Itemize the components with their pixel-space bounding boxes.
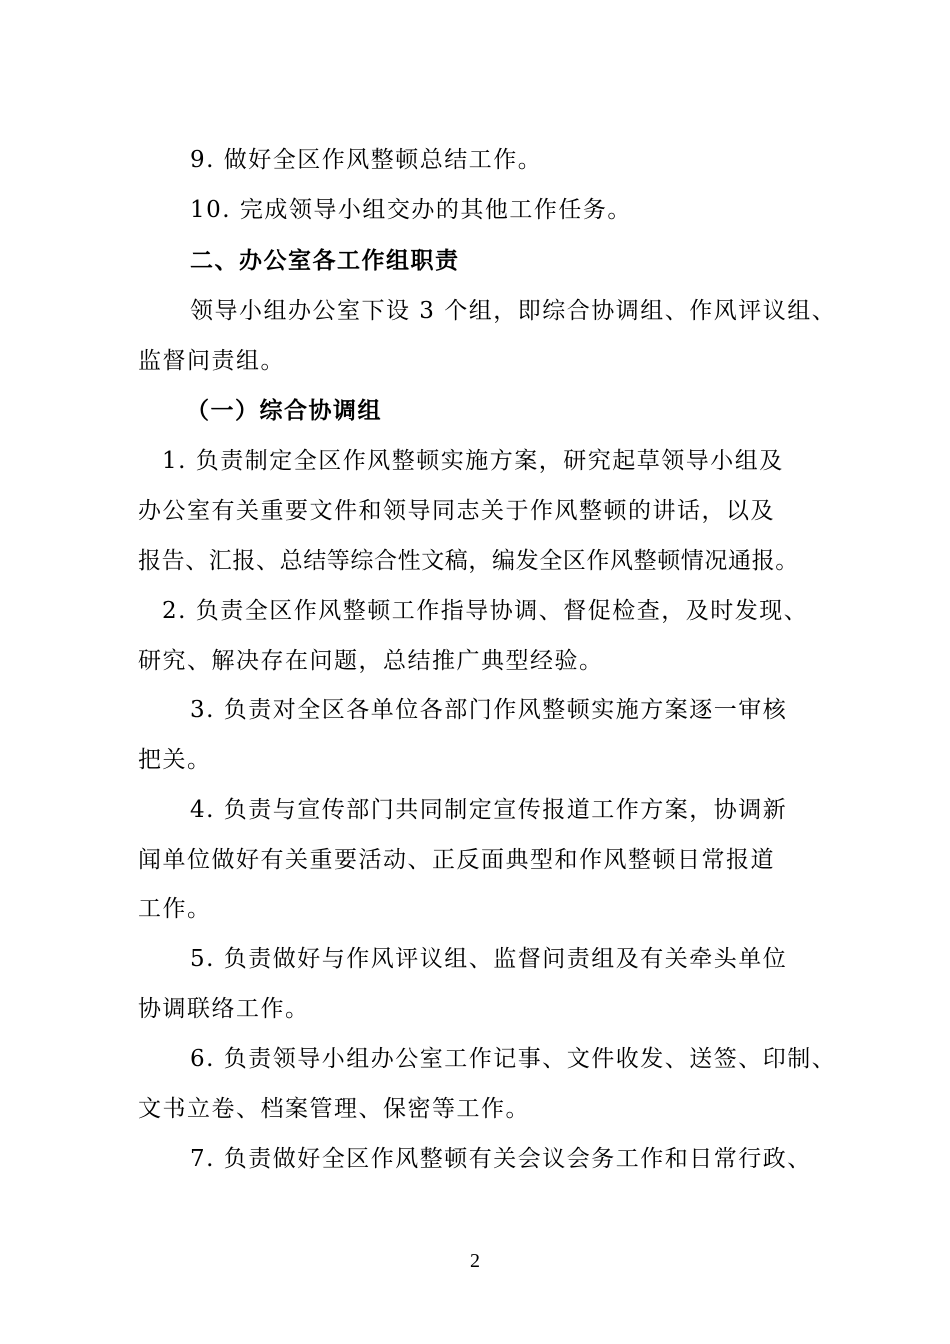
paragraph-line: 协调联络工作。 [138,996,310,1022]
item-2: 2. 负责全区作风整顿工作指导协调、督促检查，及时发现、 [162,598,809,624]
paragraph-line: 工作。 [138,896,212,922]
item-9: 9. 做好全区作风整顿总结工作。 [190,147,543,173]
item-7: 7. 负责做好全区作风整顿有关会议会务工作和日常行政、 [190,1146,812,1172]
subsection-heading: （一）综合协调组 [186,398,382,424]
item-3: 3. 负责对全区各单位各部门作风整顿实施方案逐一审核 [190,697,788,723]
paragraph-line: 领导小组办公室下设 3 个组，即综合协调组、作风评议组、 [190,298,837,324]
paragraph-line: 闻单位做好有关重要活动、正反面典型和作风整顿日常报道 [138,847,775,873]
paragraph-line: 文书立卷、档案管理、保密等工作。 [138,1096,530,1122]
paragraph-line: 把关。 [138,747,212,773]
paragraph-line: 办公室有关重要文件和领导同志关于作风整顿的讲话，以及 [138,498,775,524]
section-heading: 二、办公室各工作组职责 [190,248,460,274]
page-number: 2 [470,1250,480,1272]
item-5: 5. 负责做好与作风评议组、监督问责组及有关牵头单位 [190,946,788,972]
paragraph-line: 报告、汇报、总结等综合性文稿，编发全区作风整顿情况通报。 [138,548,799,574]
item-1: 1. 负责制定全区作风整顿实施方案，研究起草领导小组及 [162,448,784,474]
item-10: 10. 完成领导小组交办的其他工作任务。 [190,197,632,223]
item-6: 6. 负责领导小组办公室工作记事、文件收发、送签、印制、 [190,1046,837,1072]
item-4: 4. 负责与宣传部门共同制定宣传报道工作方案，协调新 [190,797,788,823]
paragraph-line: 监督问责组。 [138,348,285,374]
paragraph-line: 研究、解决存在问题，总结推广典型经验。 [138,648,604,674]
